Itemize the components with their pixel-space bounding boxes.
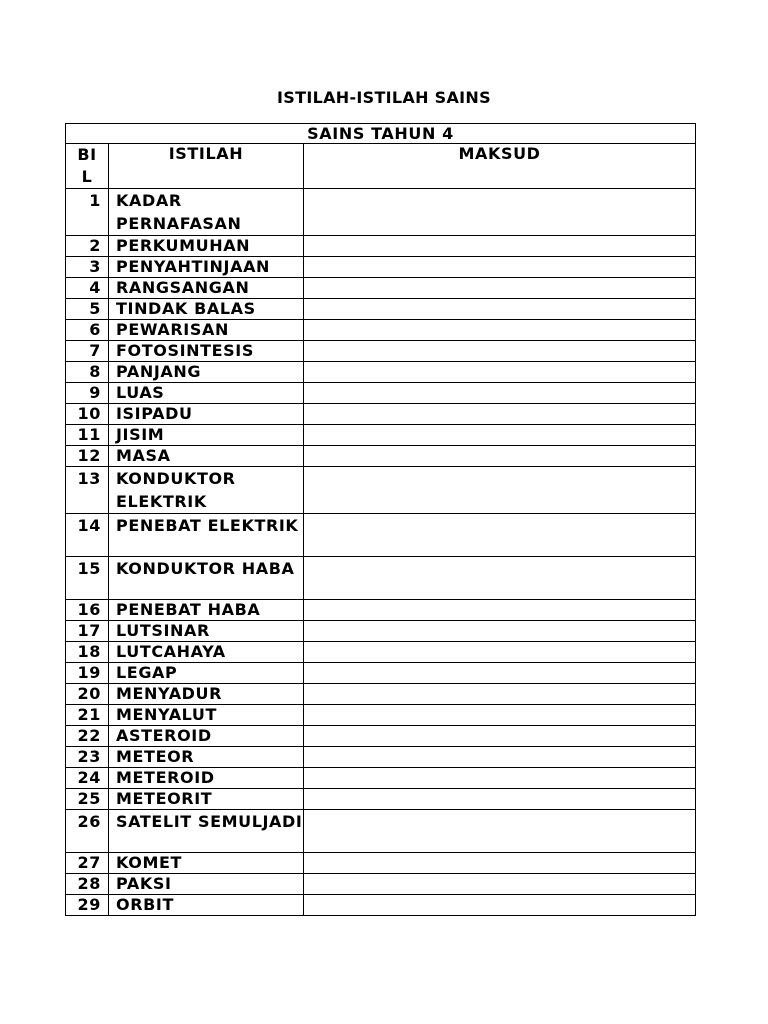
row-term: FOTOSINTESIS (109, 341, 304, 362)
row-meaning[interactable] (304, 768, 696, 789)
row-number: 10 (66, 404, 109, 425)
row-meaning[interactable] (304, 362, 696, 383)
table-row (66, 299, 696, 320)
row-term: ISIPADU (109, 404, 304, 425)
row-meaning[interactable] (304, 874, 696, 895)
table-row (66, 747, 696, 768)
row-number: 29 (66, 895, 109, 916)
row-term: PENEBAT ELEKTRIK (109, 514, 304, 557)
terms-table (65, 123, 696, 916)
row-number: 21 (66, 705, 109, 726)
row-meaning[interactable] (304, 621, 696, 642)
row-term: PENYAHTINJAAN (109, 257, 304, 278)
row-number: 14 (66, 514, 109, 557)
table-row (66, 189, 696, 236)
table-row (66, 600, 696, 621)
row-term: METEROID (109, 768, 304, 789)
table-row (66, 446, 696, 467)
table-row (66, 341, 696, 362)
row-meaning[interactable] (304, 789, 696, 810)
row-meaning[interactable] (304, 557, 696, 600)
table-row (66, 663, 696, 684)
row-meaning[interactable] (304, 514, 696, 557)
table-row (66, 257, 696, 278)
row-meaning[interactable] (304, 810, 696, 853)
row-number: 2 (66, 236, 109, 257)
row-number: 7 (66, 341, 109, 362)
row-number: 17 (66, 621, 109, 642)
table-row (66, 874, 696, 895)
row-number: 24 (66, 768, 109, 789)
row-term: LUTCAHAYA (109, 642, 304, 663)
table-row (66, 383, 696, 404)
row-term: PAKSI (109, 874, 304, 895)
row-number: 13 (66, 467, 109, 514)
row-term: METEOR (109, 747, 304, 768)
row-number: 1 (66, 189, 109, 236)
row-meaning[interactable] (304, 446, 696, 467)
header-bil-line-1: BI (77, 145, 97, 164)
row-number: 5 (66, 299, 109, 320)
row-number: 8 (66, 362, 109, 383)
table-row (66, 362, 696, 383)
header-bil (66, 144, 109, 189)
row-term: LUAS (109, 383, 304, 404)
row-meaning[interactable] (304, 663, 696, 684)
row-number: 15 (66, 557, 109, 600)
row-number: 18 (66, 642, 109, 663)
table-caption: SAINS TAHUN 4 (66, 124, 696, 144)
row-number: 23 (66, 747, 109, 768)
page-title: ISTILAH-ISTILAH SAINS (277, 88, 491, 107)
row-meaning[interactable] (304, 404, 696, 425)
row-number: 16 (66, 600, 109, 621)
table-row (66, 810, 696, 853)
row-number: 19 (66, 663, 109, 684)
row-number: 27 (66, 853, 109, 874)
table-body (66, 189, 696, 916)
row-term: PENEBAT HABA (109, 600, 304, 621)
row-number: 3 (66, 257, 109, 278)
table-row (66, 853, 696, 874)
row-meaning[interactable] (304, 257, 696, 278)
row-meaning[interactable] (304, 853, 696, 874)
row-meaning[interactable] (304, 236, 696, 257)
row-term: PEWARISAN (109, 320, 304, 341)
table-row (66, 278, 696, 299)
row-term: JISIM (109, 425, 304, 446)
row-meaning[interactable] (304, 278, 696, 299)
table-row (66, 705, 696, 726)
row-number: 4 (66, 278, 109, 299)
row-meaning[interactable] (304, 383, 696, 404)
row-meaning[interactable] (304, 726, 696, 747)
row-term: PERKUMUHAN (109, 236, 304, 257)
row-meaning[interactable] (304, 600, 696, 621)
row-number: 22 (66, 726, 109, 747)
row-meaning[interactable] (304, 341, 696, 362)
row-meaning[interactable] (304, 895, 696, 916)
table-row (66, 404, 696, 425)
row-term: METEORIT (109, 789, 304, 810)
row-meaning[interactable] (304, 189, 696, 236)
header-maksud: MAKSUD (304, 144, 696, 189)
table-row (66, 557, 696, 600)
row-term: RANGSANGAN (109, 278, 304, 299)
table-row (66, 621, 696, 642)
row-term: KADAR PERNAFASAN (109, 189, 304, 236)
header-istilah: ISTILAH (109, 144, 304, 189)
row-term: KONDUKTOR HABA (109, 557, 304, 600)
row-number: 6 (66, 320, 109, 341)
row-number: 9 (66, 383, 109, 404)
table-row (66, 789, 696, 810)
row-meaning[interactable] (304, 425, 696, 446)
table-row (66, 320, 696, 341)
row-meaning[interactable] (304, 684, 696, 705)
header-bil-line-2: L (81, 167, 93, 186)
row-number: 25 (66, 789, 109, 810)
row-number: 28 (66, 874, 109, 895)
row-term: ORBIT (109, 895, 304, 916)
row-term: KOMET (109, 853, 304, 874)
row-meaning[interactable] (304, 705, 696, 726)
row-number: 26 (66, 810, 109, 853)
row-number: 11 (66, 425, 109, 446)
table-row (66, 425, 696, 446)
table-row (66, 236, 696, 257)
row-term: KONDUKTOR ELEKTRIK (109, 467, 304, 514)
row-number: 20 (66, 684, 109, 705)
row-term: SATELIT SEMULJADI (109, 810, 304, 853)
row-number: 12 (66, 446, 109, 467)
row-meaning[interactable] (304, 642, 696, 663)
row-meaning[interactable] (304, 747, 696, 768)
row-term: TINDAK BALAS (109, 299, 304, 320)
table-row (66, 514, 696, 557)
row-term: PANJANG (109, 362, 304, 383)
row-term: MENYALUT (109, 705, 304, 726)
table-row (66, 726, 696, 747)
table-row (66, 684, 696, 705)
row-term: LUTSINAR (109, 621, 304, 642)
table-row (66, 895, 696, 916)
row-term: ASTEROID (109, 726, 304, 747)
table-row (66, 768, 696, 789)
table-row (66, 642, 696, 663)
table-row (66, 467, 696, 514)
row-meaning[interactable] (304, 299, 696, 320)
row-meaning[interactable] (304, 320, 696, 341)
row-term: MENYADUR (109, 684, 304, 705)
row-meaning[interactable] (304, 467, 696, 514)
row-term: MASA (109, 446, 304, 467)
row-term: LEGAP (109, 663, 304, 684)
